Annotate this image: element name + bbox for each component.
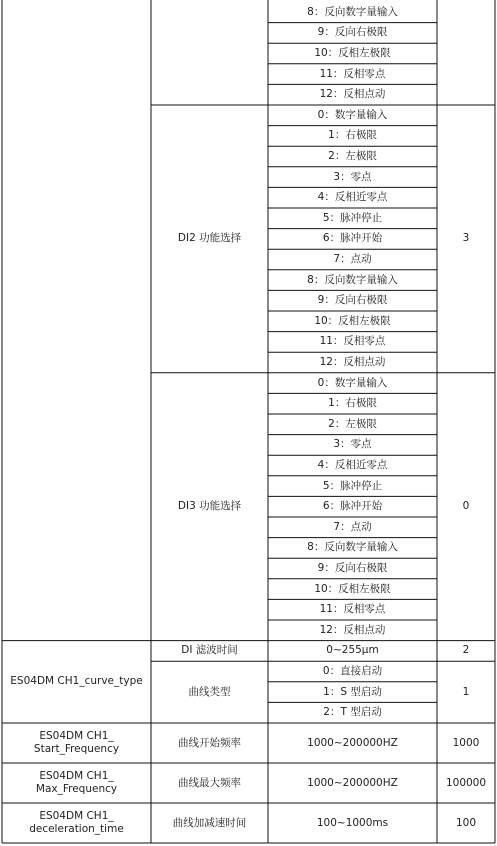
parameter-name-cell: 曲线开始频率 bbox=[178, 736, 241, 749]
default-value-cell: 1000 bbox=[452, 736, 480, 749]
option-cell: 1：右极限 bbox=[328, 129, 377, 142]
option-cell: 1：S 型启动 bbox=[323, 685, 382, 698]
option-cell: 12：反相点动 bbox=[319, 88, 386, 101]
option-cell: 3：零点 bbox=[333, 438, 372, 451]
parameter-name-cell: 曲线加减速时间 bbox=[172, 816, 247, 829]
option-cell: 2：左极限 bbox=[328, 417, 377, 430]
object-name-cell: ES04DM CH1_ deceleration_time bbox=[29, 810, 124, 835]
option-cell: 5：脉冲停止 bbox=[322, 479, 383, 492]
option-cell: 6：脉冲开始 bbox=[322, 232, 383, 245]
parameter-name-cell: 曲线最大频率 bbox=[178, 776, 241, 789]
option-cell: 4：反相近零点 bbox=[317, 458, 388, 471]
option-cell: 9：反向右极限 bbox=[317, 294, 388, 307]
option-cell: 8：反向数字量输入 bbox=[307, 541, 398, 554]
option-cell: 6：脉冲开始 bbox=[322, 500, 383, 513]
option-cell: 0：数字量输入 bbox=[317, 376, 388, 389]
option-cell: 9：反向右极限 bbox=[317, 26, 388, 39]
option-cell: 0~255μm bbox=[326, 644, 379, 657]
parameter-name-cell: DI3 功能选择 bbox=[177, 500, 242, 513]
object-name-cell: ES04DM CH1_ Max_Frequency bbox=[35, 770, 118, 795]
range-cell: 1000~200000HZ bbox=[307, 776, 398, 789]
option-cell: 0：数字量输入 bbox=[317, 108, 388, 121]
option-cell: 4：反相近零点 bbox=[317, 191, 388, 204]
option-cell: 8：反向数字量输入 bbox=[307, 273, 398, 286]
default-value-cell: 2 bbox=[462, 644, 470, 657]
range-cell: 100~1000ms bbox=[316, 816, 389, 829]
parameter-name-cell: 曲线类型 bbox=[188, 685, 231, 698]
option-cell: 11：反相零点 bbox=[319, 603, 386, 616]
default-value-cell: 100 bbox=[455, 816, 477, 829]
parameter-name-cell: DI2 功能选择 bbox=[177, 232, 242, 245]
object-name-cell: ES04DM CH1_ Start_Frequency bbox=[33, 730, 120, 755]
option-cell: 11：反相零点 bbox=[319, 335, 386, 348]
range-cell: 1000~200000HZ bbox=[307, 736, 398, 749]
option-cell: 0：直接启动 bbox=[322, 664, 383, 677]
option-cell: 3：零点 bbox=[333, 170, 372, 183]
option-cell: 1：右极限 bbox=[328, 397, 377, 410]
option-cell: 7：点动 bbox=[333, 520, 372, 533]
option-cell: 2：T 型启动 bbox=[323, 706, 382, 719]
default-value-cell bbox=[437, 2, 495, 105]
option-cell: 12：反相点动 bbox=[319, 623, 386, 636]
option-cell: 9：反向右极限 bbox=[317, 561, 388, 574]
object-name-cell: ES04DM CH1_curve_type bbox=[10, 675, 143, 688]
option-cell: 7：点动 bbox=[333, 252, 372, 265]
default-value-cell: 3 bbox=[462, 232, 470, 245]
option-cell: 12：反相点动 bbox=[319, 355, 386, 368]
parameter-name-cell bbox=[151, 2, 268, 105]
parameter-name-cell: DI 滤波时间 bbox=[181, 644, 238, 657]
option-cell: 10：反相左极限 bbox=[314, 314, 391, 327]
option-cell: 10：反相左极限 bbox=[314, 582, 391, 595]
option-cell: 5：脉冲停止 bbox=[322, 211, 383, 224]
option-cell: 10：反相左极限 bbox=[314, 46, 391, 59]
default-value-cell: 0 bbox=[462, 500, 470, 513]
option-cell: 2：左极限 bbox=[328, 149, 377, 162]
option-cell: 11：反相零点 bbox=[319, 67, 386, 80]
default-value-cell: 100000 bbox=[445, 776, 487, 789]
option-cell: 8：反向数字量输入 bbox=[307, 5, 398, 18]
default-value-cell: 1 bbox=[462, 685, 470, 698]
